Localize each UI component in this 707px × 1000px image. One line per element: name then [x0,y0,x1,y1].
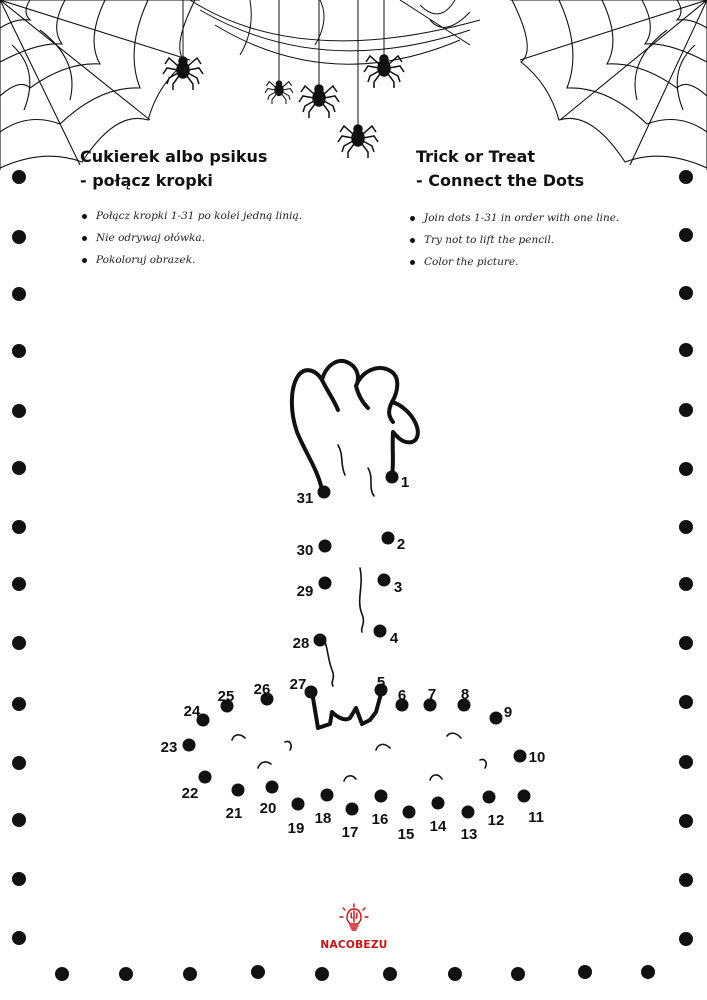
dot-label: 11 [528,809,544,826]
dot-point [483,791,496,804]
dot-point [432,797,445,810]
polish-title-line-2: - połącz kropki [80,171,213,190]
web-strands [190,0,480,64]
dot-point [514,750,527,763]
brand-name: NACOBEZU [320,939,388,951]
dot-label: 27 [289,676,307,693]
english-title-line-2: - Connect the Dots [416,171,585,190]
dot-label: 8 [460,686,470,703]
dot-point [375,790,388,803]
dot-label: 14 [429,818,447,835]
english-instruction-item: Try not to lift the pencil. [408,229,619,251]
lightbulb-brain-icon [339,902,369,934]
border-dots [12,170,693,981]
dot-label: 23 [160,739,178,756]
dot-label: 22 [181,785,199,802]
polish-instruction-item: Pokoloruj obrazek. [80,249,302,271]
dot-point [378,574,391,587]
dot-label: 3 [393,579,403,596]
dot-point [314,634,327,647]
english-instruction-item: Join dots 1-31 in order with one line. [408,207,619,229]
hand-detail-lines [325,445,374,686]
dot-point [199,771,212,784]
polish-instruction-item: Nie odrywaj ołówka. [80,227,302,249]
dot-label: 16 [371,811,389,828]
zombie-hand-outline [292,361,418,490]
dot-label: 24 [183,703,201,720]
dot-label: 18 [314,810,332,827]
polish-title-line-1: Cukierek albo psikus [80,147,268,166]
dot-label: 28 [292,635,310,652]
dot-point [318,486,331,499]
dot-label: 5 [376,674,386,691]
dot-point [382,532,395,545]
dot-label: 20 [259,800,277,817]
polish-title [80,145,267,193]
dot-label: 13 [460,826,478,843]
dot-label: 19 [287,820,305,837]
dot-point [292,798,305,811]
dot-point [321,789,334,802]
brand-logo [312,902,396,951]
dot-label: 9 [503,704,513,721]
dirt-pebbles [232,733,486,781]
dot-label: 7 [427,686,437,703]
dot-point [346,803,359,816]
polish-instruction-item: Połącz kropki 1-31 po kolei jedną linią. [80,205,302,227]
dot-label: 6 [397,687,407,704]
spider-icon [163,55,404,158]
english-title [416,145,584,193]
connect-dots [161,471,546,844]
dot-point [386,471,399,484]
dot-label: 31 [296,490,314,507]
dot-point [518,790,531,803]
dot-label: 1 [400,474,410,491]
english-instructions [408,207,619,273]
dot-label: 29 [296,583,314,600]
dot-point [374,625,387,638]
dirt-mound-outline [312,690,382,728]
english-instruction-item: Color the picture. [408,251,619,273]
dot-label: 4 [389,630,399,647]
dot-point [305,686,318,699]
polish-instructions [80,205,302,271]
dot-label: 15 [397,826,415,843]
dot-label: 25 [217,688,235,705]
dot-label: 30 [296,542,314,559]
dot-point [183,739,196,752]
dot-point [403,806,416,819]
dot-label: 12 [487,812,505,829]
dot-point [232,784,245,797]
dot-label: 2 [396,536,406,553]
dot-label: 26 [253,681,271,698]
dot-label: 17 [341,824,359,841]
dot-point [266,781,279,794]
dot-point [490,712,503,725]
dot-point [319,577,332,590]
dot-label: 10 [528,749,546,766]
dot-label: 21 [225,805,243,822]
dot-point [319,540,332,553]
english-title-line-1: Trick or Treat [416,147,536,166]
dot-point [462,806,475,819]
